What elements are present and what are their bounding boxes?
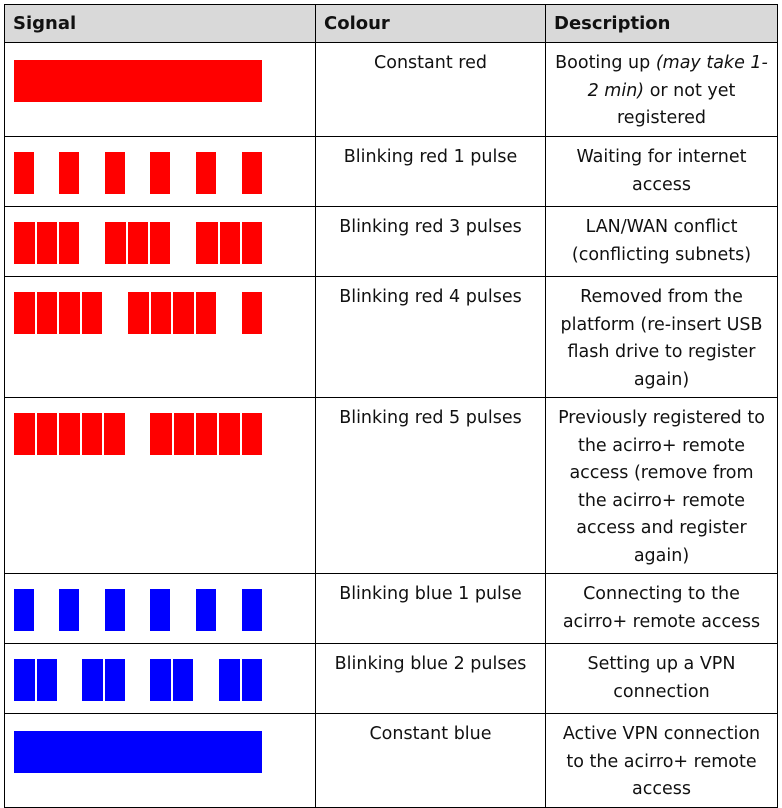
signal-cell	[5, 644, 316, 714]
led-pulse	[59, 589, 79, 631]
pulse-gap	[35, 659, 37, 701]
description-emphasis: (may take 1-2 min)	[587, 53, 768, 101]
colour-cell: Blinking red 5 pulses	[316, 398, 546, 574]
colour-cell: Blinking blue 1 pulse	[316, 574, 546, 644]
table-row	[5, 207, 778, 277]
signal-blink-red-3	[14, 222, 264, 264]
pulse-gap	[194, 413, 196, 455]
signal-cell	[5, 207, 316, 277]
pulse-gap	[126, 222, 128, 264]
led-pulse	[105, 152, 125, 194]
signal-constant-blue	[14, 731, 264, 773]
pulse-gap	[80, 413, 82, 455]
header-colour: Colour	[316, 5, 546, 43]
signal-cell	[5, 714, 316, 808]
pulse-gap	[217, 413, 219, 455]
led-pulse	[105, 589, 125, 631]
pulse-gap	[35, 292, 37, 334]
pulse-gap	[57, 292, 59, 334]
signal-cell	[5, 574, 316, 644]
table-row	[5, 43, 778, 137]
led-pulse-group	[196, 222, 262, 264]
table-row	[5, 137, 778, 207]
signal-blink-blue-2	[14, 659, 264, 701]
led-pulse	[14, 731, 262, 773]
pulse-gap	[172, 413, 174, 455]
table-row	[5, 277, 778, 398]
description-cell: Active VPN connection to the acirro+ remote access	[546, 714, 778, 808]
description-cell: Waiting for internet access	[546, 137, 778, 207]
colour-cell: Blinking red 1 pulse	[316, 137, 546, 207]
led-pulse	[242, 589, 262, 631]
description-text: Booting up	[555, 53, 656, 73]
pulse-gap	[240, 413, 242, 455]
signal-cell	[5, 137, 316, 207]
description-cell: Previously registered to the acirro+ remote access (remove from the acirro+ remote access and register again)	[546, 398, 778, 574]
led-pulse-group	[105, 222, 170, 264]
pulse-gap	[57, 413, 59, 455]
signal-cell	[5, 43, 316, 137]
signal-constant-red	[14, 60, 264, 102]
signal-blink-red-5	[14, 413, 264, 455]
pulse-gap	[35, 222, 37, 264]
description-cell: LAN/WAN conflict (conflicting subnets)	[546, 207, 778, 277]
signal-cell	[5, 277, 316, 398]
pulse-gap	[35, 413, 37, 455]
led-pulse	[59, 152, 79, 194]
led-pulse	[242, 292, 262, 334]
table-row	[5, 714, 778, 808]
led-pulse-group	[14, 413, 125, 455]
pulse-gap	[240, 222, 242, 264]
pulse-gap	[102, 413, 104, 455]
led-pulse	[150, 589, 170, 631]
pulse-gap	[148, 222, 150, 264]
led-pulse	[14, 589, 34, 631]
table-row	[5, 574, 778, 644]
signal-blink-red-4	[14, 292, 264, 334]
table-row	[5, 398, 778, 574]
led-signal-table	[4, 4, 778, 808]
colour-cell: Blinking red 4 pulses	[316, 277, 546, 398]
description-cell: Removed from the platform (re-insert USB flash drive to register again)	[546, 277, 778, 398]
pulse-gap	[80, 292, 82, 334]
description-cell: Setting up a VPN connection	[546, 644, 778, 714]
pulse-gap	[103, 659, 105, 701]
colour-cell: Constant blue	[316, 714, 546, 808]
header-signal: Signal	[5, 5, 316, 43]
pulse-gap	[218, 222, 220, 264]
led-pulse-group	[150, 413, 262, 455]
colour-cell: Blinking blue 2 pulses	[316, 644, 546, 714]
pulse-gap	[171, 659, 173, 701]
pulse-gap	[57, 222, 59, 264]
description-cell	[546, 43, 778, 137]
header-description: Description	[546, 5, 778, 43]
table-row	[5, 644, 778, 714]
colour-cell: Blinking red 3 pulses	[316, 207, 546, 277]
signal-blink-blue-1	[14, 589, 264, 631]
led-pulse	[196, 589, 216, 631]
description-text-end: or not yet registered	[617, 80, 736, 129]
colour-cell: Constant red	[316, 43, 546, 137]
led-pulse	[14, 152, 34, 194]
header-row	[5, 5, 778, 43]
description-cell: Connecting to the acirro+ remote access	[546, 574, 778, 644]
led-pulse-group	[14, 222, 79, 264]
led-pulse	[150, 152, 170, 194]
pulse-gap	[171, 292, 173, 334]
led-pulse	[196, 152, 216, 194]
signal-cell	[5, 398, 316, 574]
led-pulse	[14, 60, 262, 102]
led-pulse	[242, 152, 262, 194]
pulse-gap	[240, 659, 242, 701]
pulse-gap	[149, 292, 151, 334]
signal-blink-red-1	[14, 152, 264, 194]
pulse-gap	[194, 292, 196, 334]
